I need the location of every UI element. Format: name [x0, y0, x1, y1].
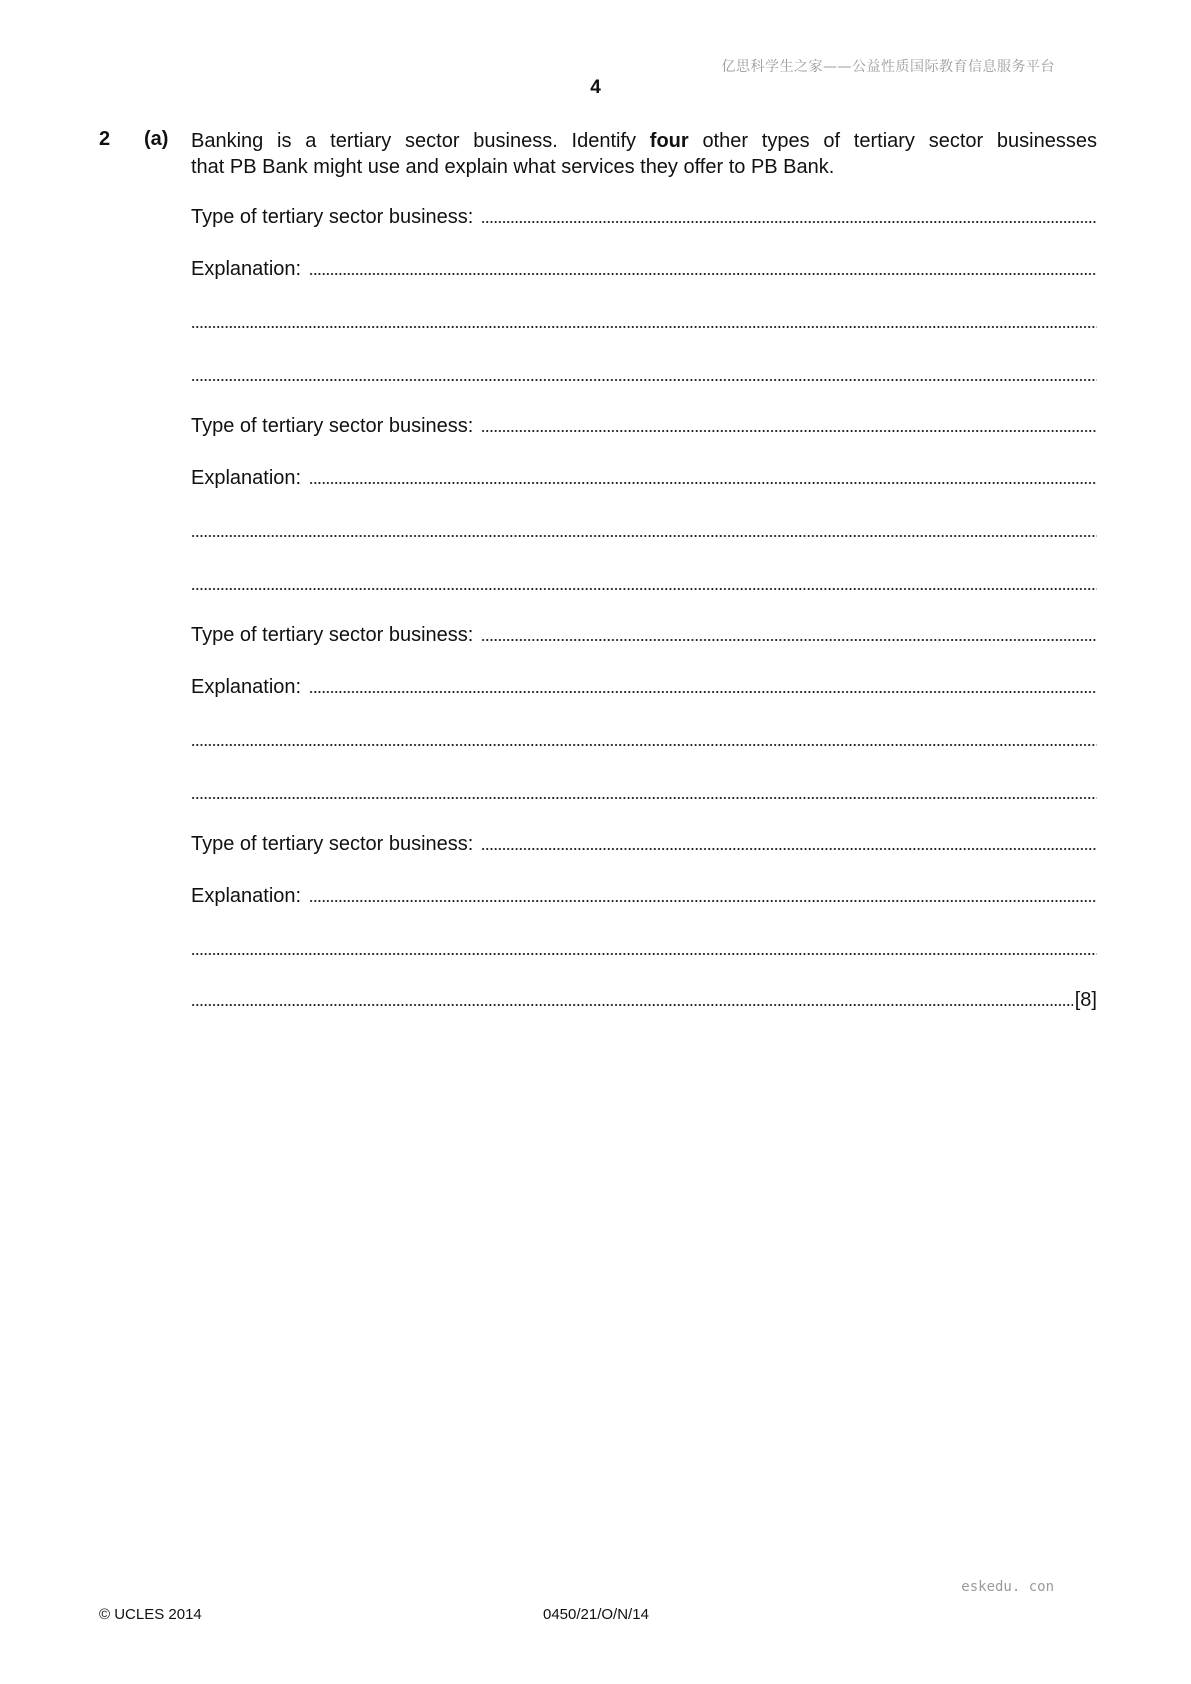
dotted-line — [191, 325, 1097, 329]
dotted-line — [191, 952, 1097, 956]
page-number: 4 — [590, 77, 601, 98]
dotted-line — [191, 796, 1097, 800]
dotted-line — [191, 1003, 1073, 1007]
question-number: 2 — [99, 128, 111, 150]
stem-bold-word: four — [649, 130, 689, 152]
explanation-label: Explanation: — [191, 676, 302, 698]
footer-copyright: © UCLES 2014 — [99, 1606, 202, 1623]
dotted-line — [481, 847, 1097, 851]
type-answer-line[interactable] — [191, 413, 1097, 439]
header-watermark: 亿思科学生之家——公益性质国际教育信息服务平台 — [721, 59, 1055, 75]
dotted-line — [191, 587, 1097, 591]
explanation-answer-line[interactable] — [191, 883, 1097, 909]
dotted-line — [309, 272, 1097, 276]
type-label: Type of tertiary sector business: — [191, 624, 474, 646]
answer-area — [191, 0, 1097, 1684]
type-label: Type of tertiary sector business: — [191, 415, 474, 437]
explanation-label: Explanation: — [191, 258, 302, 280]
answer-line[interactable] — [191, 936, 1097, 962]
question-stem-line-2: that PB Bank might use and explain what services they offer to PB Bank. — [191, 156, 835, 178]
dotted-line — [191, 743, 1097, 747]
explanation-answer-line[interactable] — [191, 256, 1097, 282]
answer-line[interactable] — [191, 727, 1097, 753]
explanation-label: Explanation: — [191, 885, 302, 907]
dotted-line — [481, 638, 1097, 642]
stem-text: other types of tertiary sector businesses — [688, 130, 1097, 152]
dotted-line — [481, 429, 1097, 433]
dotted-line — [481, 220, 1097, 224]
marks-label: [8] — [1074, 989, 1097, 1011]
type-answer-line[interactable] — [191, 622, 1097, 648]
stem-text: Banking is a tertiary sector business. Identify — [191, 130, 650, 152]
footer-paper-code: 0450/21/O/N/14 — [543, 1606, 649, 1623]
dotted-line — [309, 481, 1097, 485]
answer-line[interactable] — [191, 571, 1097, 597]
type-label: Type of tertiary sector business: — [191, 833, 474, 855]
footer-watermark: eskedu. con — [961, 1579, 1054, 1595]
answer-line-final[interactable] — [191, 987, 1097, 1013]
answer-line[interactable] — [191, 362, 1097, 388]
explanation-label: Explanation: — [191, 467, 302, 489]
type-answer-line[interactable] — [191, 831, 1097, 857]
type-answer-line[interactable] — [191, 204, 1097, 230]
answer-line[interactable] — [191, 518, 1097, 544]
explanation-answer-line[interactable] — [191, 465, 1097, 491]
type-label: Type of tertiary sector business: — [191, 206, 474, 228]
dotted-line — [309, 690, 1097, 694]
dotted-line — [191, 534, 1097, 538]
dotted-line — [191, 378, 1097, 382]
answer-line[interactable] — [191, 309, 1097, 335]
question-part: (a) — [144, 128, 169, 150]
explanation-answer-line[interactable] — [191, 674, 1097, 700]
answer-line[interactable] — [191, 780, 1097, 806]
dotted-line — [309, 899, 1097, 903]
